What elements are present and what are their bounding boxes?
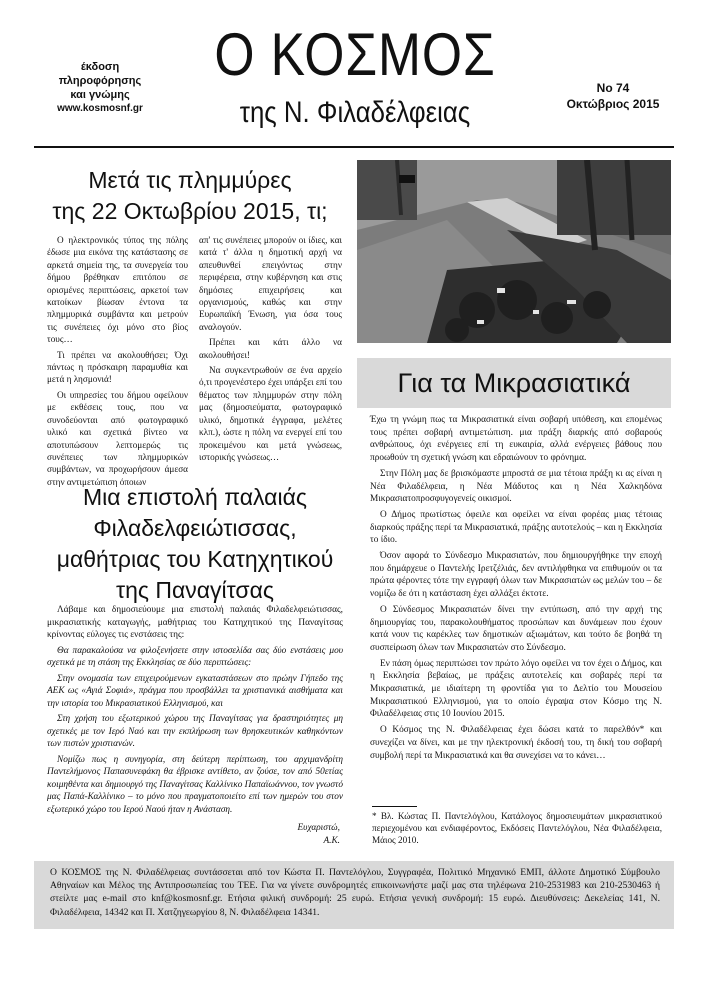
newspaper-title: Ο ΚΟΣΜΟΣ [214,21,496,88]
article3-paragraph: Έχω τη γνώμη πως τα Μικρασιατικά είναι σοβαρή υπόθεση, και επομένως τους πρέπει σοβαρή αντιμετώπιση. μια πράξη διαρκής από σοβαρούς ανθρώπους, όχι ενέργειες επί τη ευκαιρία, αλλά ενέργειες βάθους που προωθούν τη σχετική γνώση και εδραιώνουν το φρόνημα. [370,415,662,464]
article1-paragraph: απ' τις συνέπειες μπορούν οι ίδιες, και κατά τ' άλλα η δημοτική αρχή να απευθυνθεί επειγόντως στην περιφέρεια, στην κυβέρνηση και στις δημόσιες επιχειρήσεις και οργανισμούς, καθώς και στην Ευρωπαϊκή Ένωση, για όσα τους αναλογούν. [199,235,342,332]
article3-footnote: * Βλ. Κώστας Π. Παντελόγλου, Κατάλογος δημοσιευμάτων μικρασιατικού περιεχομένου και ενδιαφέροντος, Εκδόσεις Παντελόγλου, Νέα Φιλαδέλφεια, Μάιος 2010. [372,811,662,845]
article2-headline-line1: Μια επιστολή παλαιάς [83,484,307,510]
article1-column-2 [199,234,342,463]
issue-date: Οκτώβριος 2015 [566,97,660,111]
article1-paragraph: Τι πρέπει να ακολουθήσει; Όχι πάντως η πρόσκαιρη παραμυθία και μετά η λησμονιά! [47,349,188,385]
signature-thanks: Ευχαριστώ, [297,823,340,833]
article3-headline: Για τα Μικρασιατικά [357,358,671,408]
issue-info [548,80,678,112]
article2-headline [40,482,350,606]
article3-body [370,414,662,762]
article1-headline [40,165,340,227]
article2-paragraph: Νομίζω πως η συνηγορία, στη δεύτερη περίπτωση, του αρχιμανδρίτη Παντελήμονος Παπασυνεφάκη θα έβρισκε αντίθετο, αν ζούσε, τον από 50ετίας κοιμηθέντα και δημιουργό της Παναγίτσας Καλλίνικο Παπαϊωάννου, τον γνωστό μας Παπά-Καλλίνικο – το μόνο που πραγματοποιείτο επί των ημερών του στον εξωτερικό χώρο του Ιερού Ναού ήταν η Ανάσταση. [47,754,343,815]
article2-headline-line3: μαθήτριας του Κατηχητικού [56,546,334,572]
website-link[interactable]: www.kosmosnf.gr [57,103,143,114]
article2-paragraph: Στην ονομασία των επιχειρούμενων εγκαταστάσεων στο πρώην Γήπεδο της ΑΕΚ ως «Αγιά Σοφιά», πράγμα που προσβάλλει τα χριστιανικά αισθήματα και την ιστορία του Μικρασιατικού Ελληνισμού, και [47,673,343,709]
article2-paragraph: Θα παρακαλούσα να φιλοξενήσετε στην ιστοσελίδα σας δύο ενστάσεις μου σχετικά με τη στάση της Εκκλησίας σε δύο περιπτώσεις: [47,645,343,668]
article1-paragraph: Οι υπηρεσίες του δήμου οφείλουν με εκθέσεις τους, που να συνοδεύονται από φωτογραφικό υλικό και σχετικά βίντεο να αποτυπώσουν λεπτομερώς τις συνέπειες των πλημμυρικών συμβάντων, να προχωρήσουν άμεσα στην αντιμετώπιση όποιων [47,389,188,487]
flood-photo-image [357,160,671,343]
article3-paragraph: Όσον αφορά το Σύνδεσμο Μικρασιατών, που δημιουργήθηκε την εποχή που δημάρχευε ο Παντελής Ιρετζέλιάς, δεν αντιλήφθηκα να επιθυμούν οι τα πρώτα φέροντες τότε την εγγραφή όλων των Μικρασιατών ως μελών του – δε νομίζω δε ότι η κατάσταση έχει αλλάξει έκτοτε. [370,551,662,600]
tagline-line-2: πληροφόρησης [58,75,142,87]
article2-headline-line4: της Παναγίτσας [115,577,274,603]
article2-intro: Λάβαμε και δημοσιεύουμε μια επιστολή παλαιάς Φιλαδελφειώτισσας, μικρασιατικής καταγωγής, μαθήτριας του Κατηχητικού της Παναγίτσας κρίνοντας εύλογες τις ενστάσεις της: [47,605,343,640]
masthead-divider [34,146,674,148]
article1-headline-line1: Μετά τις πλημμύρες [88,167,292,193]
article3-paragraph: Ο Σύνδεσμος Μικρασιατών δίνει την εντύπωση, από την αρχή της δημιουργίας του, παρακολουθήματος προσώπων και δυνάμεων που έχουν κατά νουν τις καρέκλες των δημοτικών αξιωμάτων, και τούτο δε βοηθά τη συσπείρωση όλων των Μικρασιατών στο Σύνδεσμο. [370,604,662,653]
article3-paragraph: Εν πάση όμως περιπτώσει τον πρώτο λόγο οφείλει να τον έχει ο Δήμος, και η Εκκλησία βεβαίως, με πράξεις αυτοτελείς και σοβαρές περί τα Μικρασιατικά, με ιδιαίτερη τη φροντίδα για το Δελτίο του Μουσείου Μικρασιατικού Ελληνισμού, για το οποίο έγραψα στον Κόσμο της Ν. Φιλαδέλφειας στις 10 Ιουνίου 2015. [370,658,662,720]
article2-paragraph: Στη χρήση του εξωτερικού χώρου της Παναγίτσας για δραστηριότητες μη σχετικές με τον Ιερό Ναό και την εκπλήρωση των θρησκευτικών καθηκόντων των πιστών χριστιανών. [47,714,343,749]
flood-photo [357,160,671,343]
signature-initials: Α.Κ. [323,835,340,846]
article3-paragraph: Ο Κόσμος της Ν. Φιλαδέλφειας έχει δώσει κατά το παρελθόν* και συνεχίζει να δίνει, και με την ηλεκτρονική έκδοσή του, τη δική του σοβαρή συμβολή περί τα Μικρασιατικά και θα συνεχίσει να το κάνει… [370,725,662,761]
masthead-tagline [40,60,160,116]
footer-text: Ο ΚΟΣΜΟΣ της Ν. Φιλαδέλφειας συντάσσεται από τον Κώστα Π. Παντελόγλου, Συγγραφέα, Πολιτικό Μηχανικό ΕΜΠ, άλλοτε Δημοτικό Σύμβουλο Αθηναίων και Μέλος της Αντιπροσωπείας του ΤΕΕ. Για να γίνετε συνδρομητές επικοινωνήστε μαζί μας στα τηλέφωνα 210-2531983 και 210-2530463 ή στείλτε μας e-mail στο knf@kosmosnf.gr. Ετήσια φιλική συνδρομή: 25 ευρώ. Ετήσια γενική συνδρομή: 15 ευρώ. Διευθύνσεις: Δεκελείας 141, Ν. Φιλαδέλφεια, 14342 και Π. Χατζηγεωργίου 8, Ν. Φιλαδέλφεια 14341. [50,867,660,918]
article2-signature [200,822,340,847]
article3-paragraph: Ο Δήμος πρωτίστως όφειλε και οφείλει να είναι φορέας μιας τέτοιας διαρκούς πράξης περί τα Μικρασιατικά, πράξης αυτοτελούς – και η Εκκλησία το ίδιο. [370,509,662,546]
article1-paragraph: Ο ηλεκτρονικός τύπος της πόλης έδωσε μια εικόνα της κατάστασης σε αρκετά σημεία της, τα συνεργεία του δήμου βρέθηκαν επιτόπου σε ορισμένες περιπτώσεις, αρκετοί των κατοίκων βίωσαν έντονα τα πλημμυρικά συμβάντα και μετρούν τις συνέπειες όχι μόνο στο βίος τους… [47,235,188,345]
article1-headline-line2: της 22 Οκτωβρίου 2015, τι; [52,198,328,224]
article2-body [47,604,343,816]
article1-column-1 [47,234,188,488]
article1-paragraph: Πρέπει και κάτι άλλο να ακολουθήσει! [199,337,342,360]
article3-paragraph: Στην Πόλη μας δε βρισκόμαστε μπροστά σε μια τέτοια πράξη κι ας είναι η Νέα Φιλαδέλφεια, η Νέα Μάδυτος και η Νέα Χαλκηδόνα Μικρασιατοπροσφυγογενείς οικισμοί. [370,468,662,505]
footnote-divider [372,806,417,807]
newspaper-subtitle: της Ν. Φιλαδέλφειας [239,96,471,129]
issue-number: Νο 74 [596,81,630,95]
tagline-line-3: και γνώμης [70,89,130,101]
article2-headline-line2: Φιλαδελφειώτισσας, [93,515,297,541]
tagline-line-1: έκδοση [80,61,120,73]
article1-paragraph: Να συγκεντρωθούν σε ένα αρχείο ό,τι προγενέστερο έχει υπάρξει επί του θέματος των πλημμυρών στην πόλη μας (δημοσιεύματα, φωτογραφικό υλικό, δημοτικά έγγραφα, μελέτες κλπ.), ώστε η πόλη να ενεργεί επί του προκειμένου και μετά γνώσεως, ιστορικής γνώσεως… [199,365,342,462]
